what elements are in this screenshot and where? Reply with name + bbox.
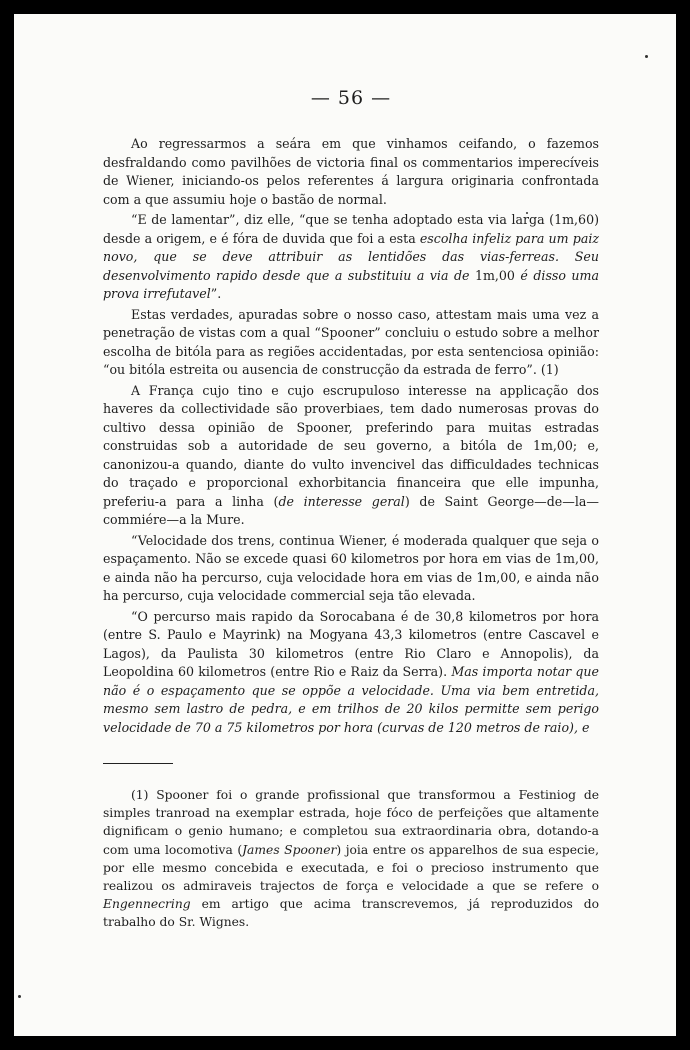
italic-text-run: de interesse geral [278, 493, 405, 509]
italic-text-run: é disso uma prova irrefutavel [103, 267, 599, 301]
text-run: em artigo que acima transcrevemos, já reproduzidos do trabalho do Sr. Wignes. [103, 897, 599, 930]
paragraph [103, 608, 599, 738]
footnote-divider [103, 763, 173, 764]
print-speck [645, 55, 648, 58]
text-run: “E de lamentar”, diz elle, “que se tenha adoptado esta via larga (1m,60) desde a origem, e é fóra de duvida que foi a esta [103, 212, 599, 246]
text-run: ) joia entre os apparelhos de sua especie, por elle mesmo concebida e executada, e foi o precioso instrumento que realizou os admiraveis trajectos de força e velocidade a que se refere o [103, 842, 599, 894]
text-run: ) de Saint George—de—la—commiére—a la Mure. [103, 493, 599, 527]
paragraph [103, 211, 599, 304]
text-run: “Velocidade dos trens, continua Wiener, é moderada qualquer que seja o espaçamento. Não se excede quasi 60 kilometros por hora em vias de 1m,00, e ainda não ha percurso, cuja velocidade hora em vias de 1m,00, e ainda não ha percurso, cuja velocidade commercial seja tão elevada. [103, 532, 599, 603]
paragraph [103, 306, 599, 380]
text-run: Estas verdades, apuradas sobre o nosso caso, attestam mais uma vez a penetração de vistas com a qual “Spooner” concluiu o estudo sobre a melhor escolha de bitóla para as regiões accidentadas, por esta sentenciosa opinião: “ou bitóla estreita ou ausencia de construcção da estrada de ferro”. (1) [103, 306, 599, 377]
text-run: ”. [210, 286, 222, 301]
italic-text-run: James Spooner [242, 842, 337, 857]
main-text [103, 135, 599, 737]
print-speck [18, 995, 21, 998]
text-run: 1m,00 [469, 267, 521, 283]
italic-text-run: Mas importa notar que não é o espaçamento que se oppõe a velocidade. Uma via bem entretida, mesmo sem lastro de pedra, e em trilhos de 20 kilos permitte sem perigo velocidade de 70 a 75 kilometros por hora (curvas de 120 metros de raio), e [103, 664, 599, 735]
italic-text-run: escolha infeliz para um paiz novo, que se deve attribuir as lentidões das vias-ferreas. Seu desenvolvimento rapido desde que a substituiu a via de [103, 230, 599, 283]
italic-text-run: Engennecring [103, 897, 191, 912]
paragraph [103, 382, 599, 530]
text-run: Ao regressarmos a seára em que vinhamos ceifando, o fazemos desfraldando como pavilhões de victoria final os commentarios imperecíveis de Wiener, iniciando-os pelos referentes á largura originaria confrontada com a que assumiu hoje o bastão de normal. [103, 136, 599, 207]
text-run: A França cujo tino e cujo escrupuloso interesse na applicação dos haveres da collectividade são proverbiaes, tem dado numerosas provas do cultivo dessa opinião de Spooner, preferindo para muitas estradas construidas sob a autoridade de seu governo, a bitóla de 1m,00; e, canonizou-a quando, diante do vulto invencivel das difficuldades technicas do traçado e proporcional exhorbitancia financeira que elle impunha, preferiu-a para a linha ( [103, 382, 599, 509]
text-run: (1) Spooner foi o grande profissional que transformou a Festiniog de simples tranroad na exemplar estrada, hoje fóco de perfeições que altamente dignificam o genio humano; e completou sua extraordinaria obra, dotando-a com uma locomotiva ( [103, 788, 599, 857]
paragraph [103, 532, 599, 606]
footnote [103, 786, 599, 932]
book-page [14, 14, 676, 1036]
text-run: “O percurso mais rapido da Sorocabana é de 30,8 kilometros por hora (entre S. Paulo e Mayrink) na Mogyana 43,3 kilometros (entre Cascavel e Lagos), da Paulista 30 kilometros (entre Rio Claro e Annopolis), da Leopoldina 60 kilometros (entre Rio e Raiz da Serra). [103, 608, 599, 679]
paragraph [103, 135, 599, 209]
page-number: — 56 — [310, 87, 392, 109]
page-content [103, 87, 599, 932]
